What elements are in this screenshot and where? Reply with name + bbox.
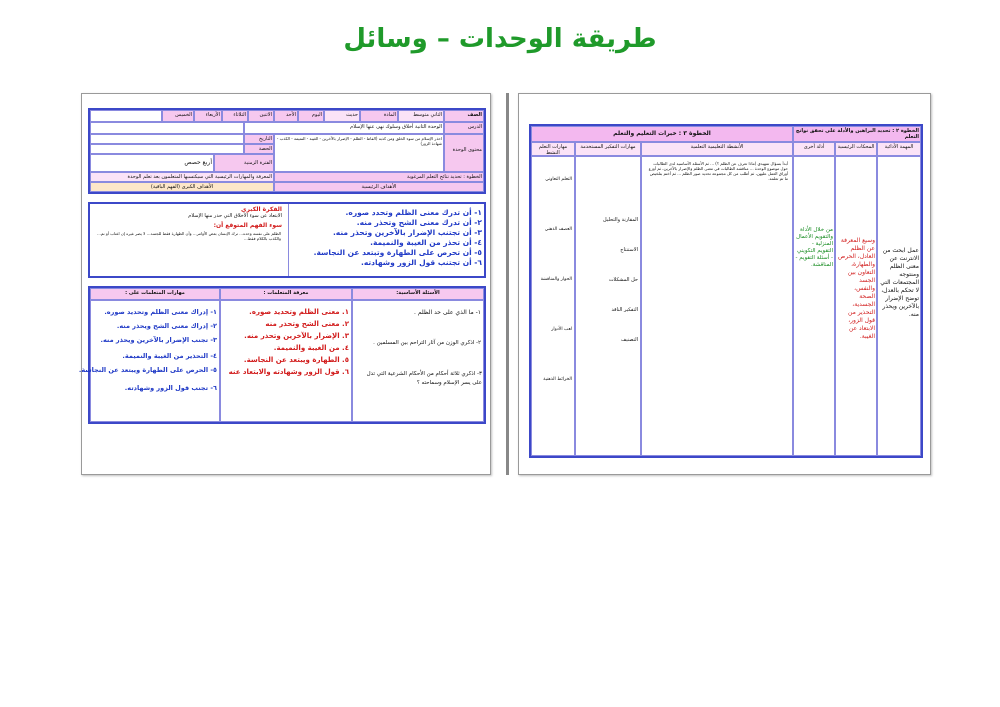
big-ideas-title: الفكرة الكبرى: [241, 206, 282, 213]
goals-area: [88, 202, 486, 278]
main-goals-label: الأهداف الرئيسية: [274, 182, 484, 192]
knowledge-item-1: ١. معنى الظلم وتحديد صوره.: [249, 308, 349, 316]
misconceptions-title: سوء الفهم المتوقع أن:: [213, 222, 282, 229]
essential-question-1: ١- ما الذي على حد الظلم .: [414, 309, 481, 316]
topic-label: الدرس: [444, 122, 484, 134]
unit-content-label: محتوى الوحدة: [444, 134, 484, 172]
skills-header: مهارات المتعلمات على :: [90, 288, 220, 300]
goals-divider: [288, 204, 289, 276]
step-label: الخطوة : تحديد نتائج التعلم المرغوبة: [274, 172, 484, 182]
main-criteria: وسيع المعرفة عن الظلم العادل، الحرص والطهارة، التعاون بين الجسد والنفس، الصحة الجسدية، التحذير من قول الزور، الابتعاد عن الغيبة.: [835, 156, 877, 456]
date-label: التاريخ: [244, 134, 274, 144]
skills-label: المعرفة والمهارات الرئيسية التي سيكتسبها المتعلمون بعد تعلم الوحدة: [90, 172, 274, 182]
skill-item-1: ١- إدراك معنى الظلم وتحديد صوره.: [104, 308, 217, 316]
day-header-6: الخميس: [162, 110, 194, 122]
day-header-1: اليوم: [298, 110, 324, 122]
col-header-performance: المهمة الأدائية: [877, 142, 921, 156]
main-goals-list: [286, 208, 482, 278]
misconceptions-text: الظلم على نفسه وحده... ترك الإنسان بعض الأوامر... وأن الطهارة فقط للجسد... لا يضر غيره إن اغتاب أو نم... والكذب بالكلام فقط...: [97, 231, 281, 241]
left-unit-plan-sheet: [78, 93, 491, 475]
topic-spare: [90, 122, 244, 134]
day-header-5: الأربعاء: [194, 110, 222, 122]
page-title: طريقة الوحدات – وسائل: [343, 24, 657, 54]
essential-questions-header: الأسئلة الأساسية:: [352, 288, 484, 300]
active-learning-3: الحوار والمناقشة: [540, 277, 572, 282]
period-label: الحصة: [244, 144, 274, 154]
knowledge-item-3: ٣. الإضرار بالآخرين وتحذر منه.: [244, 332, 349, 340]
main-goal-2: ٢- أن تدرك معنى الشح وتحذر منه.: [356, 218, 482, 227]
class-value: الثاني متوسط: [398, 110, 444, 122]
main-goal-3: ٣- أن تجتنب الإضرار بالآخرين وتحذر منه.: [332, 228, 482, 237]
main-goal-5: ٥- أن تحرص على الطهارة وتبتعد عن النجاسة.: [313, 248, 482, 257]
thinking-skill-3: حل المشكلات: [608, 277, 638, 283]
knowledge-cell: [220, 300, 352, 422]
evidence-table: [529, 124, 923, 458]
active-learning-cell: [531, 156, 575, 456]
activities-text: أبدأ بسؤال تمهيدي (ماذا تعرف عن الظلم ؟) ... ثم الأسئلة الأساسية لدى الطالبات حول موضوع الوحدة ... مناقشة الطالبات في معنى الظلم والإضرار بالآخرين، ثم أوزع أوراق العمل عليهن، ثم أطلب من كل مجموعة تحديد صور الظلم ... ثم أختم بتلخيص ما تم تعلمه.: [641, 156, 793, 456]
col-header-criteria: المحكات الرئيسية: [835, 142, 877, 156]
other-evidence: من خلال الأداة والتقويم الأعمال المنزلية - التقويم التكويني - أسئلة التقويم - المناقشة.: [793, 156, 835, 456]
knowledge-item-4: ٤. من الغيبة والنميمة.: [273, 344, 349, 352]
skills-cell: [78, 300, 220, 422]
essential-questions-cell: [352, 300, 484, 422]
step2-title: الخطوة ٢ : تحديد البراهين والأدلة على تحقق نواتج التعلم: [793, 126, 921, 142]
skill-item-2: ٢- إدراك معنى الشح ويحذر منه.: [116, 322, 217, 330]
day-header-2: الأحد: [274, 110, 298, 122]
thinking-skill-1: المقارنة والتحليل: [603, 217, 638, 223]
lasting-goals-label: الأهداف الكبرى (الفهم الباقية): [90, 182, 274, 192]
col-header-activities: الأنشطة التعليمية التعلمية: [641, 142, 793, 156]
class-label: الصف: [444, 110, 484, 122]
topic-value: الوحدة الثانية أخلاق وسلوك نهى عنها الإسلام: [244, 122, 444, 134]
col-header-thinking: مهارات التفكير المستخدمة: [575, 142, 641, 156]
main-goal-4: ٤- أن تحذر من الغيبة والنميمة.: [370, 238, 482, 247]
big-ideas-block: [92, 206, 282, 276]
period-values: [90, 144, 244, 154]
knowledge-header: معرفة المتعلمات :: [220, 288, 352, 300]
skill-item-6: ٦- تجنب قول الزور وشهادته.: [124, 384, 217, 392]
skill-item-4: ٤- التحذير من الغيبة والنميمة.: [122, 352, 217, 360]
performance-task: عمل ابحث من الانترنت عن معنى الظلم ومنتوجه المجتمعات التي لا تحكم بالعدل، توضح الإضرار بالآخرين ويحذر منه.: [877, 156, 921, 456]
unit-content-text: احذر الإسلام من سوء الخلق ومن كذبه (الفاظ - الظلم - الإضرار بالآخرين - الغيبة - النميمة - الكذب - شهادة الزور): [274, 134, 444, 172]
essential-question-2: ٢- اذكري الوزن من آثار التراحم بين المسلمين .: [373, 340, 481, 346]
thinking-skill-5: التصنيف: [621, 337, 638, 343]
main-goal-1: ١- أن تدرك معنى الظلم وتحدد صوره.: [345, 208, 482, 217]
skill-item-3: ٣- تجنب الإضرار بالآخرين ويحذر منه.: [100, 336, 217, 344]
subject-label: المادة: [360, 110, 398, 122]
col-header-active: مهارات التعلم النشط: [531, 142, 575, 156]
right-unit-plan-sheet: [518, 93, 931, 475]
time-label: الفترة الزمنية: [214, 154, 274, 172]
time-value: أربع حصص: [90, 154, 214, 172]
active-learning-5: الخرائط الذهنية: [543, 377, 572, 382]
info-table: [88, 108, 486, 194]
blank-cell: [90, 110, 162, 122]
big-ideas-text: الابتعاد عن سوء الأخلاق التي حذر منها الإسلام: [188, 213, 282, 219]
date-values: [90, 134, 244, 144]
day-header-4: الثلاثاء: [222, 110, 248, 122]
thinking-skills-cell: [575, 156, 641, 456]
active-learning-4: لعب الأدوار: [551, 327, 572, 332]
active-learning-1: التعلم التعاوني: [545, 177, 572, 182]
knowledge-item-2: ٢. معنى الشح وتحذر منه: [265, 320, 349, 328]
day-header-3: الاثنين: [248, 110, 274, 122]
thinking-skill-4: التفكير الناقد: [611, 307, 638, 313]
questions-table: [78, 286, 486, 424]
main-goal-6: ٦- أن تجتنب قول الزور وشهادته.: [360, 258, 482, 267]
knowledge-item-5: ٥. الطهارة ويبتعد عن النجاسة.: [243, 356, 349, 364]
active-learning-2: العصف الذهني: [544, 227, 572, 232]
thinking-skill-2: الاستنتاج: [620, 247, 638, 253]
page-separator: [506, 93, 509, 475]
skill-item-5: ٥- الحرص على الطهارة ويبتعد عن النجاسة.: [78, 366, 217, 374]
subject-value: حديث: [324, 110, 360, 122]
essential-question-3: ٣- اذكري ثلاثة أحكام من الأحكام الشرعية التي تدل على يسر الإسلام وسماحته ؟: [366, 371, 482, 386]
col-header-evidence: أدلة أخرى: [793, 142, 835, 156]
step3-title: الخطوة ٣ : خبرات التعليم والتعلم: [531, 126, 793, 142]
knowledge-item-6: ٦. قول الزور وشهادته والابتعاد عنه: [228, 368, 349, 376]
